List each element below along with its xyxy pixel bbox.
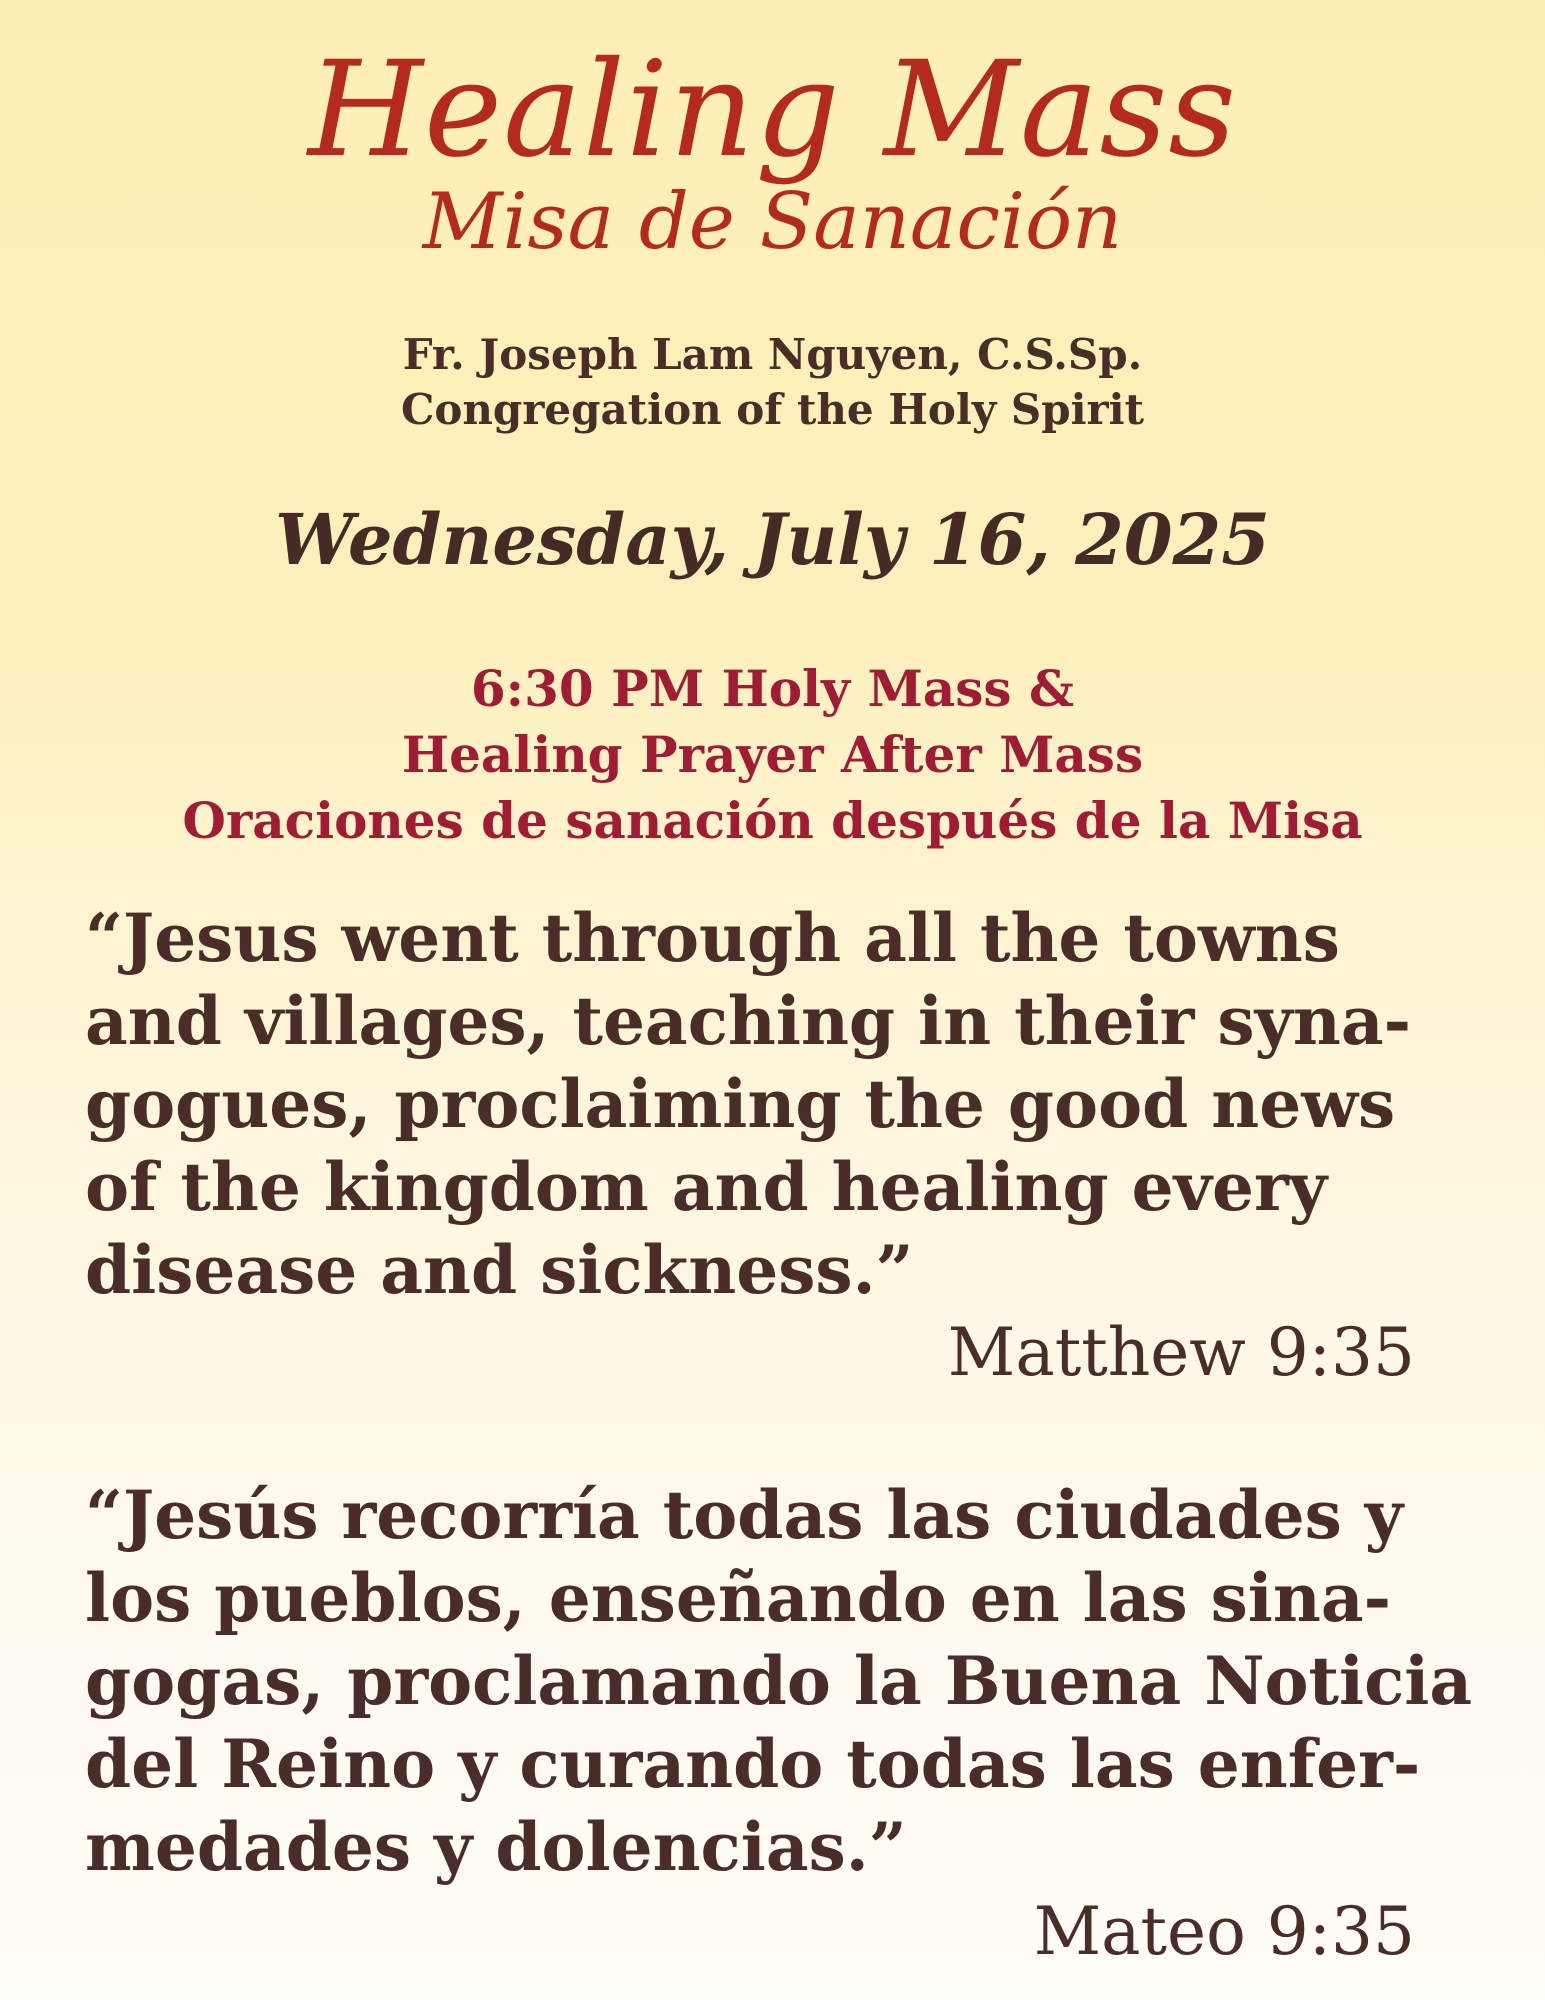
quote-line: disease and sickness.” <box>85 1231 914 1309</box>
event-date: Wednesday, July 16, 2025 <box>275 498 1270 581</box>
schedule-line: 6:30 PM Holy Mass & <box>470 659 1075 718</box>
page-subtitle: Misa de Sanación <box>422 177 1123 267</box>
schedule-line: Oraciones de sanación después de la Misa <box>182 791 1363 850</box>
presider-congregation: Congregation of the Holy Spirit <box>400 385 1145 434</box>
page-title: Healing Mass <box>307 33 1238 187</box>
scripture-reference-spanish: Mateo 9:35 <box>1033 1893 1415 1970</box>
quote-line: los pueblos, enseñando en las sina- <box>85 1559 1392 1637</box>
quote-line: “Jesús recorría todas las ciudades y <box>85 1476 1404 1554</box>
quote-line: and villages, teaching in their syna- <box>85 982 1412 1060</box>
quote-line: gogas, proclamando la Buena Noticia <box>85 1642 1473 1720</box>
schedule-line: Healing Prayer After Mass <box>401 725 1144 784</box>
quote-line: del Reino y curando todas las enfer- <box>85 1725 1421 1803</box>
quote-line: of the kingdom and healing every <box>85 1148 1328 1226</box>
presider-name: Fr. Joseph Lam Nguyen, C.S.Sp. <box>402 330 1143 379</box>
scripture-reference-english: Matthew 9:35 <box>947 1314 1415 1391</box>
scripture-quote-spanish <box>85 1474 1485 1889</box>
scripture-quote-english <box>85 897 1485 1312</box>
quote-line: “Jesus went through all the towns <box>85 899 1340 977</box>
quote-line: medades y dolencias.” <box>85 1808 907 1886</box>
quote-line: gogues, proclaiming the good news <box>85 1065 1396 1143</box>
